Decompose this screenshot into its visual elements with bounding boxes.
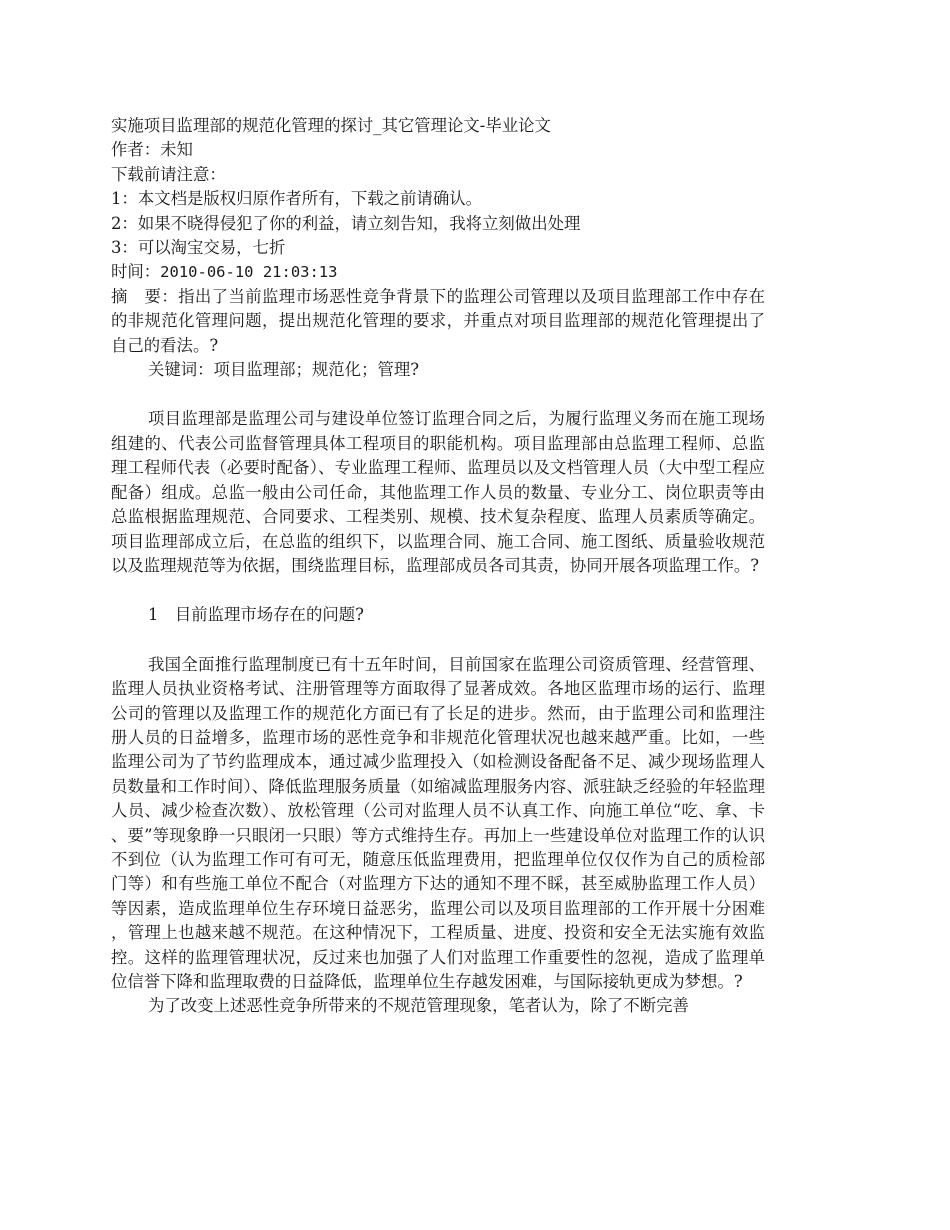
time-label: 时间：	[111, 262, 161, 282]
body-paragraph: 项目监理部是监理公司与建设单位签订监理合同之后，为履行监理义务而在施工现场组建的、代表公司监督管理具体工程项目的职能机构。项目监理部由总监理工程师、总监理工程师代表（必要时配备）、专业监理工程师、监理员以及文档管理人员（大中型工程应配备）组成。总监一般由公司任命，其他监理工作人员的数量、专业分工、岗位职责等由总监根据监理规范、合同要求、工程类别、规模、技术复杂程度、监理人员素质等确定。项目监理部成立后，在总监的组织下，以监理合同、施工合同、施工图纸、质量验收规范以及监理规范等为依据，围绕监理目标，监理部成员各司其责，协同开展各项监理工作。?	[111, 409, 765, 575]
author-line: 作者：未知	[111, 140, 193, 160]
body-paragraph: 我国全面推行监理制度已有十五年时间，目前国家在监理公司资质管理、经营管理、监理人员执业资格考试、注册管理等方面取得了显著成效。各地区监理市场的运行、监理公司的管理以及监理工作的规范化方面已有了长足的进步。然而，由于监理公司和监理注册人员的日益增多，监理市场的恶性竞争和非规范化管理状况也越来越严重。比如，一些监理公司为了节约监理成本，通过减少监理投入（如检测设备配备不足、减少现场监理人员数量和工作时间）、降低监理服务质量（如缩减监理服务内容、派驻缺乏经验的年轻监理人员、减少检查次数）、放松管理（公司对监理人员不认真工作、向施工单位“吃、拿、卡、要”等现象睁一只眼闭一只眼）等方式维持生存。再加上一些建设单位对监理工作的认识不到位（认为监理工作可有可无，随意压低监理费用，把监理单位仅仅作为自己的质检部门等）和有些施工单位不配合（对监理方下达的通知不理不睬，甚至威胁监理工作人员）等因素，造成监理单位生存环境日益恶劣，监理公司以及项目监理部的工作开展十分困难，管理上也越来越不规范。在这种情况下，工程质量、进度、投资和安全无法实施有效监控。这样的监理管理状况，反过来也加强了人们对监理工作重要性的忽视，造成了监理单位信誉下降和监理取费的日益降低，监理单位生存越发困难，与国际接轨更成为梦想。?	[111, 654, 765, 991]
body-paragraph: 为了改变上述恶性竞争所带来的不规范管理现象，笔者认为，除了不断完善	[148, 996, 689, 1016]
spacer	[111, 578, 765, 603]
spacer	[111, 628, 765, 653]
document-title: 实施项目监理部的规范化管理的探讨_其它管理论文-毕业论文	[111, 116, 551, 135]
notice-item: 3：可以淘宝交易，七折	[111, 238, 286, 258]
document-body	[111, 114, 765, 1019]
section-heading: 1 目前监理市场存在的问题?	[148, 605, 364, 625]
spacer	[111, 382, 765, 407]
time-value: 2010-06-10 21:03:13	[160, 263, 338, 282]
time-line	[111, 260, 765, 284]
abstract-paragraph: 摘 要：指出了当前监理市场恶性竞争背景下的监理公司管理以及项目监理部工作中存在的非规范化管理问题，提出规范化管理的要求，并重点对项目监理部的规范化管理提出了自己的看法。?	[111, 286, 765, 355]
notice-item: 1：本文档是版权归原作者所有，下载之前请确认。	[111, 189, 483, 209]
notice-item: 2：如果不晓得侵犯了你的利益，请立刻告知，我将立刻做出处理	[111, 213, 581, 233]
notice-heading: 下载前请注意：	[111, 164, 226, 184]
keywords-line: 关键词：项目监理部；规范化；管理?	[148, 360, 420, 380]
